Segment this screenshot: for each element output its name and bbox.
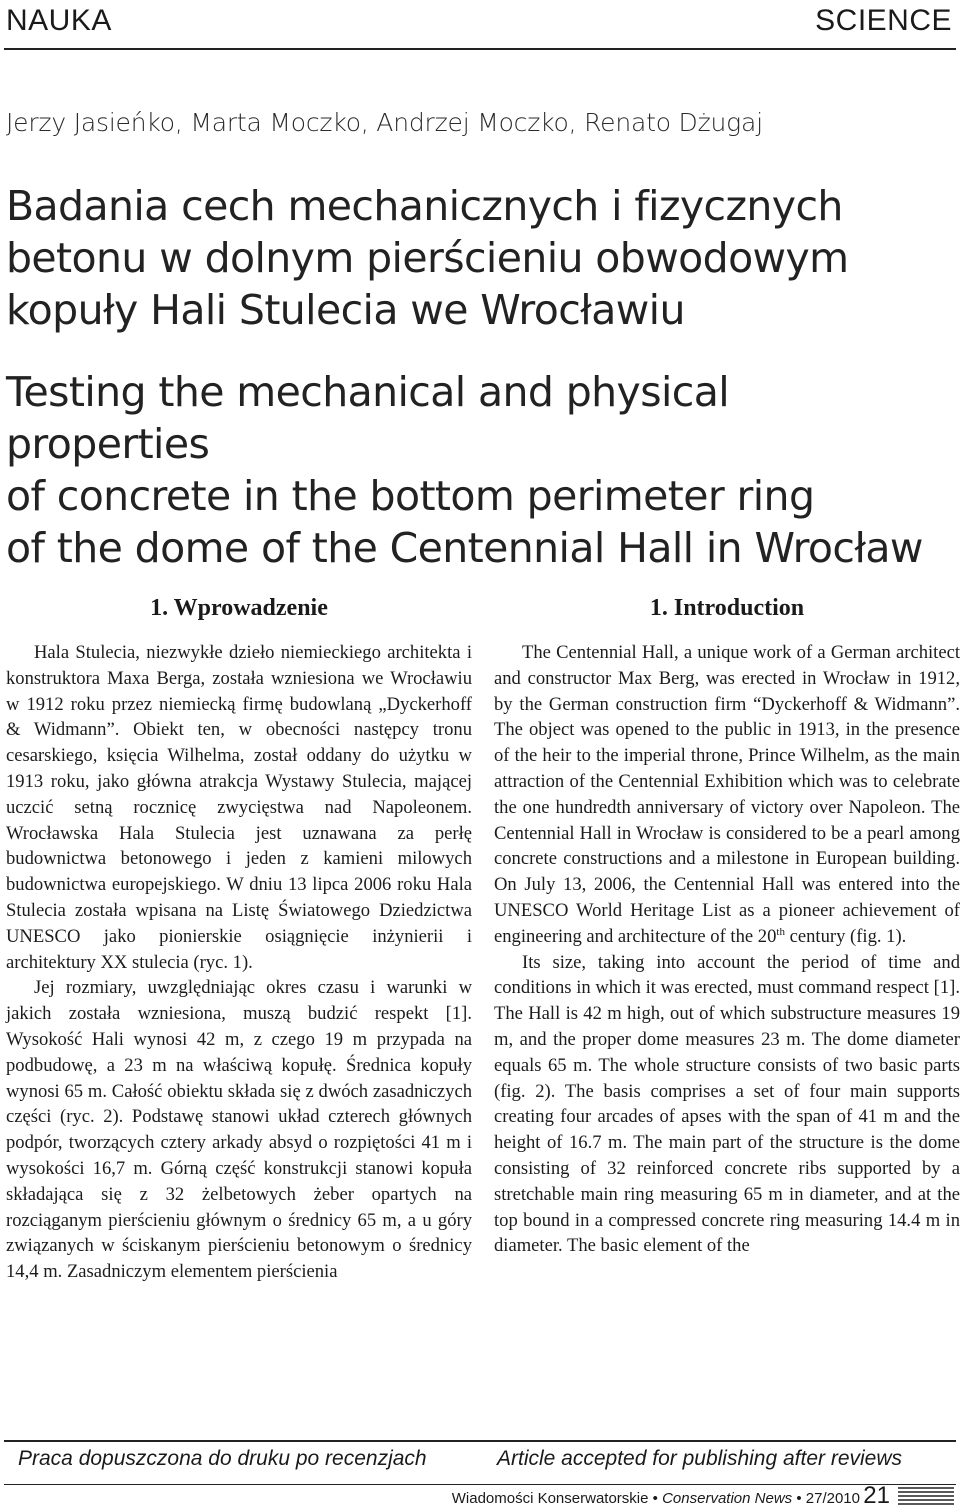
journal-info bbox=[452, 1490, 860, 1507]
english-column bbox=[494, 588, 960, 1259]
horizontal-lines-icon bbox=[898, 1486, 954, 1508]
page-number: 21 bbox=[863, 1482, 890, 1509]
journal-name-en: Conservation News bbox=[662, 1490, 793, 1507]
review-note-en: Article accepted for publishing after reviews bbox=[497, 1447, 903, 1470]
polish-column bbox=[6, 588, 472, 1285]
superscript: th bbox=[776, 925, 785, 938]
paragraph-en-1-text: The Centennial Hall, a unique work of a German architect and constructor Max Berg, was erected in Wrocław in 1912, by the German construction firm “Dyckerhoff & Widmann”. The object was opened to the public in 1913, in the presence of the heir to the imperial throne, Prince Wilhelm, as the main attraction of the Centennial Exhibition which was to celebrate the one hundredth anniversary of victory over Napoleon. The Centennial Hall in Wrocław is considered to be a pearl among concrete constructions and a milestone in European building. On July 13, 2006, the Centennial Hall was entered into the UNESCO World Heritage List as a pioneer achievement of engineering and architecture of the 20 bbox=[494, 642, 960, 947]
header-divider bbox=[4, 48, 956, 50]
authors: Jerzy Jasieńko, Marta Moczko, Andrzej Moczko, Renato Dżugaj bbox=[6, 108, 763, 137]
journal-name-pl: Wiadomości Konserwatorskie bbox=[451, 1490, 649, 1507]
title-english bbox=[6, 366, 940, 574]
review-note-pl: Praca dopuszczona do druku po recenzjach bbox=[18, 1447, 427, 1470]
title-pl-line: Badania cech mechanicznych i fizycznych bbox=[6, 182, 843, 230]
section-heading-en: 1. Introduction bbox=[649, 595, 805, 621]
section-heading-pl: 1. Wprowadzenie bbox=[150, 595, 328, 621]
section-label-pl: NAUKA bbox=[6, 4, 112, 37]
title-en-line: of the dome of the Centennial Hall in Wrocław bbox=[6, 524, 923, 572]
footer-divider-top bbox=[4, 1440, 956, 1442]
title-en-line: of concrete in the bottom perimeter ring bbox=[6, 472, 815, 520]
journal-issue: 27/2010 bbox=[805, 1490, 860, 1507]
paragraph-en-2: Its size, taking into account the period of time and conditions in which it was erected, must command respect [1]. The Hall is 42 m high, out of which substructure measures 19 m, and the proper dome measures 23 m. The dome diameter equals 65 m. The whole structure consists of two basic parts (fig. 2). The basis comprises a set of four main supports creating four arcades of apses with the span of 41 m and the height of 16.7 m. The main part of the structure is the dome consisting of 32 reinforced concrete ribs supported by a stretchable main ring measuring 65 m in diameter, and at the top bound in a compressed concrete ring measuring 14.4 m in diameter. The basic element of the bbox=[494, 951, 960, 1257]
title-pl-line: kopuły Hali Stulecia we Wrocławiu bbox=[6, 286, 685, 334]
paragraph-en-1 bbox=[494, 640, 960, 950]
bullet-separator: • bbox=[796, 1490, 802, 1507]
paragraph-pl-2: Jej rozmiary, uwzględniając okres czasu i warunki w jakich została wzniesiona, muszą budzić respekt [1]. Wysokość Hali wynosi 42 m, z czego 19 m przypada na podbudowę, a 23 m na właściwą kopułę. Średnica kopuły wynosi 65 m. Całość obiektu składa się z dwóch zasadniczych części (ryc. 2). Podstawę stanowi układ czterech głównych podpór, tworzących cztery arkady absyd o rozpiętości 41 m i wysokości 16,7 m. Górną część konstrukcji stanowi kopuła składająca się z 32 żelbetowych żeber opartych na rozciąganym pierścieniu głównym o średnicy 65 m, a u góry związanych w ściskanym pierścieniu betonowym o średnicy 14,4 m. Zasadniczym elementem pierścienia bbox=[6, 977, 472, 1283]
section-label-en: SCIENCE bbox=[815, 4, 952, 37]
title-en-line: Testing the mechanical and physical properties bbox=[6, 368, 730, 468]
bullet-separator: • bbox=[652, 1490, 658, 1507]
paragraph-en-1-end: century (fig. 1). bbox=[784, 925, 907, 947]
footer-divider-bottom bbox=[4, 1484, 956, 1485]
title-polish bbox=[6, 180, 940, 336]
title-pl-line: betonu w dolnym pierścieniu obwodowym bbox=[6, 234, 849, 282]
paragraph-pl-1: Hala Stulecia, niezwykłe dzieło niemieckiego architekta i konstruktora Maxa Berga, została wzniesiona we Wrocławiu w 1912 roku przez niemiecką firmę budowlaną „Dyckerhoff & Widmann”. Obiekt ten, w obecności następcy tronu cesarskiego, księcia Wilhelma, został oddany do użytku w 1913 roku, jako główna atrakcja Wystawy Stulecia, mającej uczcić setną rocznicę zwycięstwa nad Napoleonem. Wrocławska Hala Stulecia jest uznawana za perłę budownictwa betonowego i jeden z kamieni milowych budownictwa europejskiego. W dniu 13 lipca 2006 roku Hala Stulecia została wpisana na Listę Światowego Dziedzictwa UNESCO jako pionierskie osiągnięcie inżynierii i architektury XX stulecia (ryc. 1). bbox=[6, 642, 472, 973]
